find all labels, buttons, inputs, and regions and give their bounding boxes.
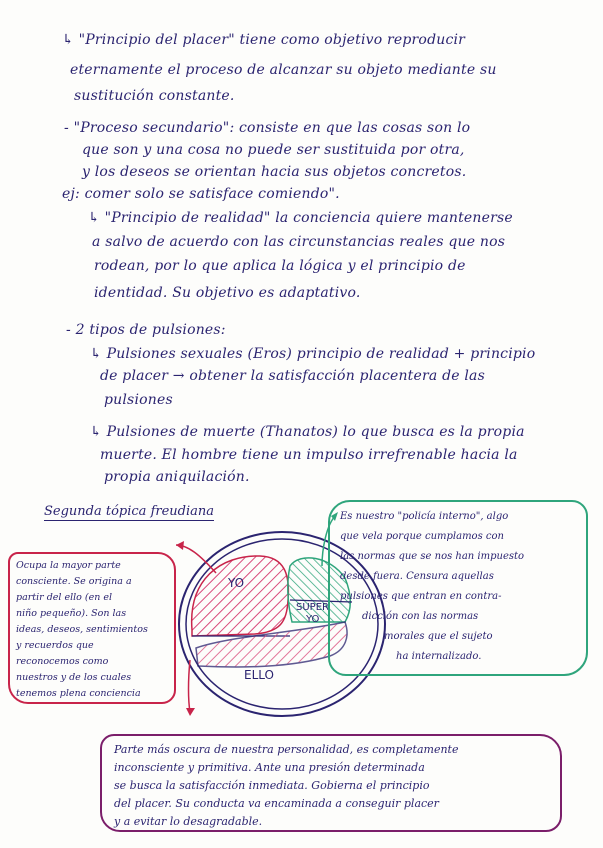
section-heading: Segunda tópica freudiana [44,504,215,519]
ello-description-line: y a evitar lo desagradable. [114,815,263,828]
note-line: rodean, por lo que aplica la lógica y el principio de [94,258,466,274]
note-line: - "Proceso secundario": consiste en que las cosas son lo [64,120,471,136]
ello-description-line: del placer. Su conducta va encaminada a conseguir placer [114,797,439,810]
ello-description-line: se busca la satisfacción inmediata. Gobierna el principio [114,779,430,792]
note-line: que son y una cosa no puede ser sustituida por otra, [82,142,465,158]
note-line: - 2 tipos de pulsiones: [66,322,226,338]
superyo-description-line: dicción con las normas [362,611,479,622]
yo-description-line: Ocupa la mayor parte [16,560,121,571]
note-line: ↳ "Principio de realidad" la conciencia quiere mantenerse [88,210,513,226]
yo-description-line: reconocemos como [16,656,109,667]
yo-description-line: consciente. Se origina a [16,576,132,587]
label-ello: ELLO [244,668,274,682]
note-line: ej: comer solo se satisface comiendo". [62,186,340,202]
note-line: ↳ "Principio del placer" tiene como objetivo reproducir [62,32,466,48]
note-line: sustitución constante. [74,88,235,104]
arrow-to-purple-box [189,660,191,712]
label-yo: YO [228,576,245,590]
note-line: pulsiones [104,392,173,408]
superyo-description-line: ha internalizado. [396,651,482,662]
label-superyo: YO [306,614,320,625]
note-line: y los deseos se orientan hacia sus objetos concretos. [82,164,467,180]
superyo-description-box [328,500,588,676]
superyo-description-line: las normas que se nos han impuesto [340,551,525,562]
yo-description-line: tenemos plena conciencia [16,688,141,699]
note-line: eternamente el proceso de alcanzar su objeto mediante su [70,62,497,78]
yo-description-line: partir del ello (en el [16,592,113,603]
note-line: muerte. El hombre tiene un impulso irrefrenable hacia la [100,447,518,463]
note-line: a salvo de acuerdo con las circunstancias reales que nos [92,234,506,250]
note-line: ↳ Pulsiones de muerte (Thanatos) lo que busca es la propia [90,424,525,440]
superyo-description-line: morales que el sujeto [384,631,493,642]
yo-description-line: y recuerdos que [16,640,94,651]
note-line: propia aniquilación. [104,469,250,485]
yo-description-line: niño pequeño). Son las [16,608,127,619]
ello-description-line: Parte más oscura de nuestra personalidad, es completamente [114,743,459,756]
yo-description-box [8,552,176,704]
superyo-description-line: Es nuestro "policía interno", algo [340,511,509,522]
yo-description-line: nuestros y de los cuales [16,672,132,683]
superyo-description-line: que vela porque cumplamos con [340,531,504,542]
label-superyo: SUPER [296,602,329,613]
note-line: ↳ Pulsiones sexuales (Eros) principio de realidad + principio [90,346,536,362]
ello-description-line: inconsciente y primitiva. Ante una presión determinada [114,761,425,774]
yo-region [192,556,289,636]
superyo-description-line: pulsiones que entran en contra- [340,591,502,602]
yo-description-line: ideas, deseos, sentimientos [16,624,148,635]
superyo-description-line: desde fuera. Censura aquellas [340,571,494,582]
note-line: identidad. Su objetivo es adaptativo. [94,285,361,301]
note-line: de placer → obtener la satisfacción placentera de las [100,368,485,384]
ello-description-box [100,734,562,832]
